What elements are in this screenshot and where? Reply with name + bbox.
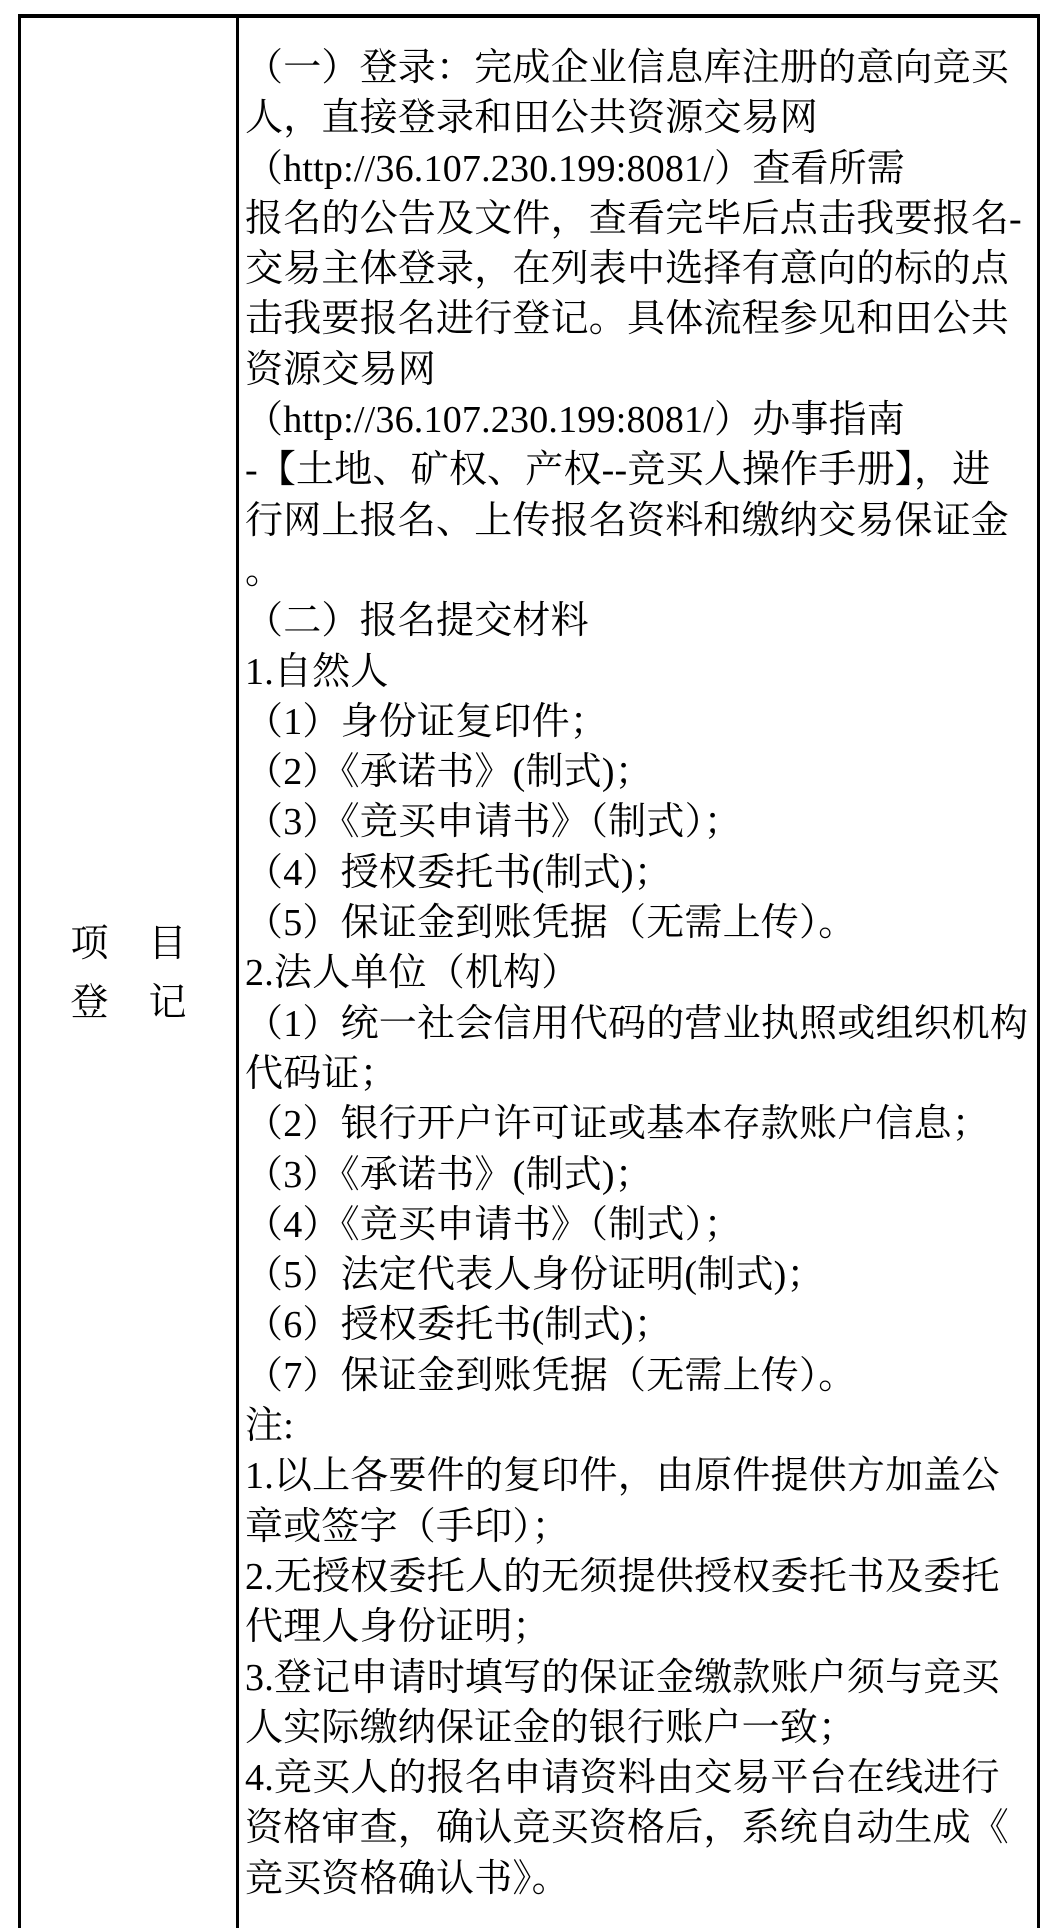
text-line: （2）《承诺书》(制式)； bbox=[245, 751, 653, 794]
text-line: 报名的公告及文件，查看完毕后点击我要报名- bbox=[245, 197, 1022, 240]
text-line: （http://36.107.230.199:8081/）办事指南 bbox=[245, 399, 906, 442]
text-line: 2.法人单位（机构） bbox=[245, 952, 580, 995]
row-header-cell bbox=[18, 18, 236, 1928]
text-line: 代码证； bbox=[245, 1052, 398, 1095]
text-line: 3.登记申请时填写的保证金缴款账户须与竞买 bbox=[245, 1656, 1000, 1699]
text-line: 交易主体登录，在列表中选择有意向的标的点 bbox=[245, 248, 1010, 291]
text-line: 击我要报名进行登记。具体流程参见和田公共 bbox=[245, 298, 1010, 341]
text-line: 1.自然人 bbox=[245, 650, 389, 693]
text-line: 人，直接登录和田公共资源交易网 bbox=[245, 97, 819, 140]
text-line: （1）统一社会信用代码的营业执照或组织机构 bbox=[245, 1002, 1029, 1045]
text-line: 。 bbox=[245, 549, 284, 592]
row-header-char: 登 bbox=[70, 981, 109, 1024]
row-content-cell bbox=[236, 18, 1040, 1928]
text-line: -【土地、矿权、产权--竞买人操作手册】，进 bbox=[245, 449, 991, 492]
row-header-line-2 bbox=[71, 980, 187, 1026]
text-line: （http://36.107.230.199:8081/）查看所需 bbox=[245, 147, 906, 190]
text-line: （4）授权委托书(制式)； bbox=[245, 851, 672, 894]
text-line: （5）法定代表人身份证明(制式)； bbox=[245, 1254, 825, 1297]
text-line: 人实际缴纳保证金的银行账户一致； bbox=[245, 1706, 857, 1749]
row-header-char: 目 bbox=[148, 922, 187, 965]
text-line: （5）保证金到账凭据（无需上传）。 bbox=[245, 902, 857, 945]
text-line: 资格审查，确认竞买资格后，系统自动生成《 bbox=[245, 1807, 1010, 1850]
text-line: （1）身份证复印件； bbox=[245, 700, 609, 743]
text-line: （二）报名提交材料 bbox=[245, 600, 589, 643]
text-line: 4.竞买人的报名申请资料由交易平台在线进行 bbox=[245, 1757, 1000, 1800]
text-line: （4）《竞买申请书》（制式）； bbox=[245, 1203, 743, 1246]
registration-table bbox=[18, 14, 1040, 1928]
text-line: 注: bbox=[245, 1405, 294, 1448]
text-line: 竞买资格确认书》。 bbox=[245, 1857, 570, 1900]
row-header-char: 项 bbox=[70, 922, 109, 965]
text-line: （7）保证金到账凭据（无需上传）。 bbox=[245, 1354, 857, 1397]
text-line: 代理人身份证明； bbox=[245, 1606, 551, 1649]
text-line: （2）银行开户许可证或基本存款账户信息； bbox=[245, 1103, 991, 1146]
text-line: （一）登录：完成企业信息库注册的意向竞买 bbox=[245, 47, 1010, 89]
text-line: 1.以上各要件的复印件，由原件提供方加盖公 bbox=[245, 1455, 1000, 1498]
text-line: （6）授权委托书(制式)； bbox=[245, 1304, 672, 1347]
text-line: 2.无授权委托人的无须提供授权委托书及委托 bbox=[245, 1555, 1000, 1598]
text-line: 资源交易网 bbox=[245, 348, 437, 391]
text-line: 行网上报名、上传报名资料和缴纳交易保证金 bbox=[245, 499, 1010, 542]
text-line: （3）《承诺书》(制式)； bbox=[245, 1153, 653, 1196]
row-header-char: 记 bbox=[148, 981, 187, 1024]
row-header-line-1 bbox=[71, 921, 187, 967]
text-line: 章或签字（手印）； bbox=[245, 1505, 570, 1548]
text-line: （3）《竞买申请书》（制式）； bbox=[245, 801, 743, 844]
